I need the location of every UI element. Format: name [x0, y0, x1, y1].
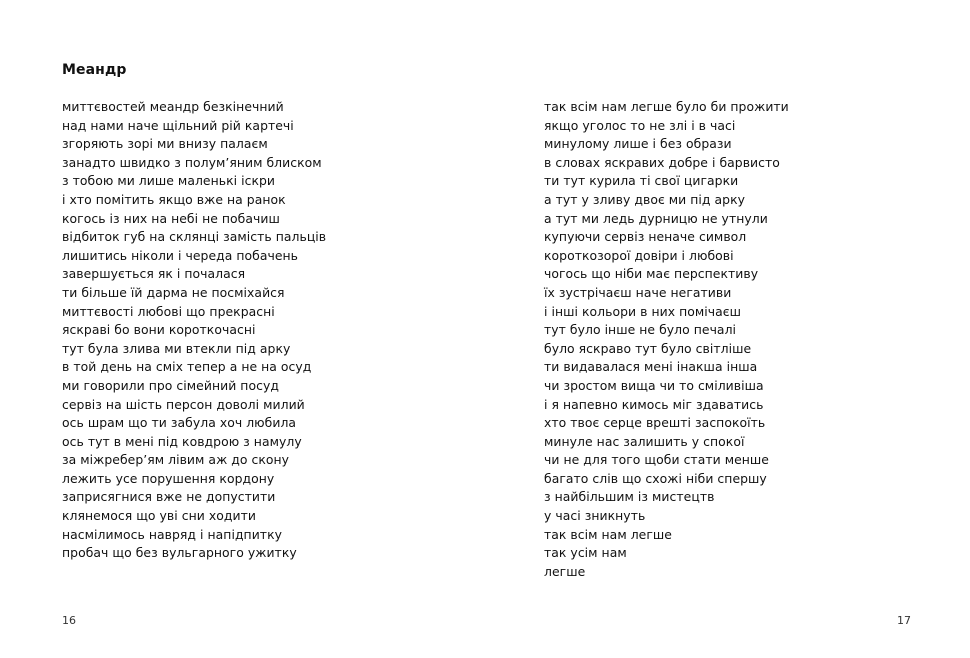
poem-line: ми говорили про сімейний посуд [62, 377, 279, 393]
poem-title: Меандр [62, 62, 127, 78]
poem-line: купуючи сервіз неначе символ [544, 229, 747, 245]
left-poem-lines [62, 98, 326, 563]
poem-line: з найбільшим із мистецтв [544, 489, 715, 505]
poem-line: так усім нам [544, 545, 627, 561]
poem-line: в словах яскравих добре і барвисто [544, 154, 780, 170]
poem-line: якщо уголос то не злі і в часі [544, 117, 736, 133]
right-page [485, 0, 970, 658]
poem-line: ось шрам що ти забула хоч любила [62, 415, 297, 431]
poem-line: чи не для того щоби стати менше [544, 452, 769, 468]
poem-line: минулому лише і без образи [544, 136, 732, 152]
poem-line: багато слів що схожі ніби спершу [544, 470, 767, 486]
poem-line: лишитись ніколи і череда побачень [62, 247, 299, 263]
poem-line: ти тут курила ті свої цигарки [544, 173, 739, 189]
poem-line: лежить усе порушення кордону [62, 470, 275, 486]
poem-line: завершується як і почалася [62, 266, 246, 282]
poem-line: і інші кольори в них помічаєш [544, 303, 742, 319]
poem-line: чи зростом вища чи то сміливіша [544, 377, 764, 393]
poem-line: минуле нас залишить у спокої [544, 433, 745, 449]
poem-line: пробач що без вульгарного ужитку [62, 545, 297, 561]
poem-line: згоряють зорі ми внизу палаєм [62, 136, 268, 152]
poem-line: когось із них на небі не побачиш [62, 210, 280, 226]
poem-line: і я напевно кимось міг здаватись [544, 396, 764, 412]
poem-line: ти видавалася мені інакша інша [544, 359, 758, 375]
poem-line: яскраві бо вони короткочасні [62, 322, 256, 338]
poem-line: хто твоє серце врешті заспокоїть [544, 415, 766, 431]
poem-line: миттєвостей меандр безкінечний [62, 99, 284, 114]
page-number-right: 17 [897, 614, 911, 627]
poem-line: заприсягнися вже не допустити [62, 489, 276, 505]
poem-line: так всім нам легше було би прожити [544, 99, 789, 114]
poem-line: над нами наче щільний рій картечі [62, 117, 294, 133]
poem-line: миттєвості любові що прекрасні [62, 303, 275, 319]
poem-line: було яскраво тут було світліше [544, 340, 752, 356]
poem-line: відбиток губ на склянці замість пальців [62, 229, 327, 245]
poem-line: так всім нам легше [544, 526, 672, 542]
poem-line: і хто помітить якщо вже на ранок [62, 191, 286, 207]
poem-line: насмілимось навряд і напідпитку [62, 526, 282, 542]
poem-line: у часі зникнуть [544, 508, 646, 524]
poem-line: легше [544, 563, 586, 579]
right-poem-lines [544, 98, 789, 581]
poem-line: короткозорої довіри і любові [544, 247, 734, 263]
poem-line: в той день на сміх тепер а не на осуд [62, 359, 312, 375]
poem-line: ти більше їй дарма не посміхайся [62, 284, 285, 300]
poem-line: сервіз на шість персон доволі милий [62, 396, 305, 412]
poem-line: а тут ми ледь дурницю не утнули [544, 210, 768, 226]
poem-line: а тут у зливу двоє ми під арку [544, 191, 745, 207]
poem-line: занадто швидко з полум’яним блиском [62, 154, 322, 170]
poem-line: з тобою ми лише маленькі іскри [62, 173, 276, 189]
poem-line: чогось що ніби має перспективу [544, 266, 759, 282]
poem-line: клянемося що уві сни ходити [62, 508, 256, 524]
poem-line: тут було інше не було печалі [544, 322, 737, 338]
page-number-left: 16 [62, 614, 76, 627]
poem-line: ось тут в мені під ковдрою з намулу [62, 433, 302, 449]
poem-line: за міжребер’ям лівим аж до скону [62, 452, 290, 468]
poem-line: тут була злива ми втекли під арку [62, 340, 291, 356]
poem-line: їх зустрічаєш наче негативи [544, 284, 732, 300]
